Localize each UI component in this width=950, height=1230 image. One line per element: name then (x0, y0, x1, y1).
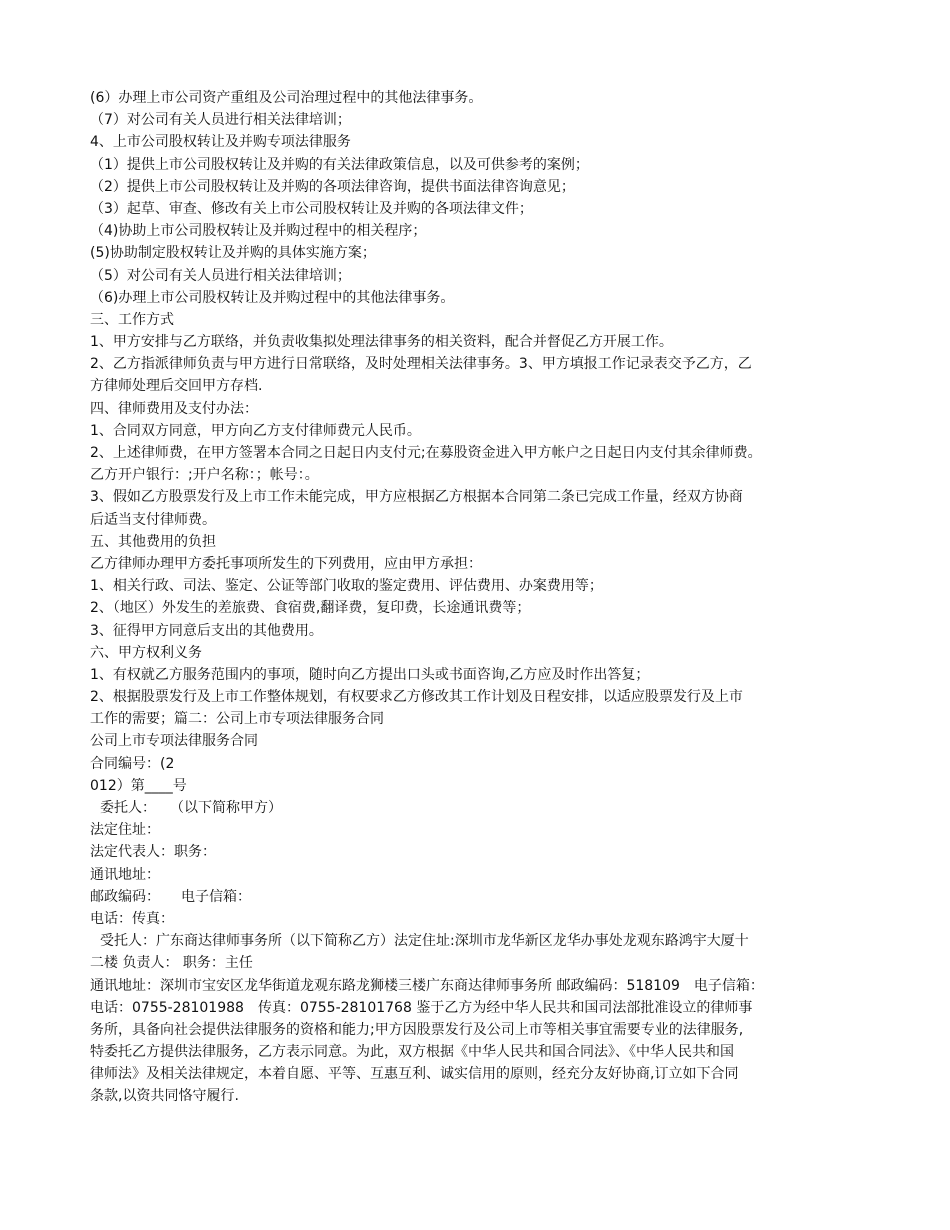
contract-number: 合同编号：(2 (90, 755, 175, 772)
text-line: 特委托乙方提供法律服务，乙方表示同意。为此，双方根据《中华人民共和国合同法》、《中华人民共和国 (90, 1044, 734, 1061)
text-line: (6）办理上市公司资产重组及公司治理过程中的其他法律事务。 (90, 90, 483, 106)
section-heading: 六、甲方权利义务 (90, 644, 202, 661)
text-line: 2、上述律师费，在甲方签署本合同之日起日内支付元;在募股资金进入甲方帐户之日起日内支付其余律师费。 (90, 445, 762, 461)
client-line: 委托人： （以下简称甲方） (100, 800, 282, 816)
text-line: 1、相关行政、司法、鉴定、公证等部门收取的鉴定费用、评估费用、办案费用等； (90, 578, 603, 595)
text-line: 4、上市公司股权转让及并购专项法律服务 (90, 134, 351, 151)
text-line: 3、假如乙方股票发行及上市工作未能完成，甲方应根据乙方根据本合同第二条已完成工作量，经双方协商 (90, 489, 743, 506)
text-line: 条款,以资共同恪守履行. (90, 1088, 239, 1105)
trustee-line: 受托人：广东商达律师事务所（以下简称乙方）法定住址:深圳市龙华新区龙华办事处龙观东路鸿宇大厦十 (100, 933, 749, 950)
text-line: 方律师处理后交回甲方存档. (90, 378, 263, 395)
text-line: 通讯地址：深圳市宝安区龙华街道龙观东路龙狮楼三楼广东商达律师事务所 邮政编码：518109 电子信箱： (90, 977, 764, 994)
text-line: 二楼 负责人： 职务：主任 (90, 955, 253, 972)
text-line: 2、乙方指派律师负责与甲方进行日常联络，及时处理相关法律事务。3、甲方填报工作记录表交予乙方，乙 (90, 356, 752, 373)
text-line: 工作的需要；篇二：公司上市专项法律服务合同 (90, 711, 384, 728)
text-line: （5）对公司有关人员进行相关法律培训； (90, 267, 351, 284)
text-line: （7）对公司有关人员进行相关法律培训； (90, 112, 351, 129)
text-line: (5)协助制定股权转让及并购的具体实施方案； (90, 245, 376, 262)
text-line: 务所，具备向社会提供法律服务的资格和能力;甲方因股票发行及公司上市等相关事宜需要专业的法律服务, (90, 1021, 744, 1038)
text-line: 后适当支付律师费。 (90, 511, 216, 528)
text-line: 2、（地区）外发生的差旅费、食宿费,翻译费，复印费，长途通讯费等； (90, 600, 531, 617)
text-line: （3）起草、审查、修改有关上市公司股权转让及并购的各项法律文件； (90, 200, 533, 217)
text-line: 法定住址： (90, 822, 160, 839)
text-line: 法定代表人：职务： (90, 844, 216, 861)
section-heading: 三、工作方式 (90, 311, 174, 328)
text-line: 邮政编码： 电子信箱： (90, 888, 251, 905)
text-line: 1、合同双方同意，甲方向乙方支付律师费元人民币。 (90, 422, 421, 439)
text-line: 1、有权就乙方服务范围内的事项，随时向乙方提出口头或书面咨询,乙方应及时作出答复； (90, 666, 650, 683)
contract-number: 012）第____号 (90, 777, 187, 794)
text-line: （6)办理上市公司股权转让及并购过程中的其他法律事务。 (90, 289, 455, 306)
text-line: （1）提供上市公司股权转让及并购的有关法律政策信息，以及可供参考的案例； (90, 156, 589, 173)
document-body (90, 87, 865, 1108)
text-line: 电话：传真： (90, 910, 174, 927)
section-heading: 五、其他费用的负担 (90, 533, 216, 550)
text-line: 乙方开户银行：;开户名称：；帐号：。 (90, 467, 319, 484)
text-line: 乙方律师办理甲方委托事项所发生的下列费用，应由甲方承担： (90, 555, 482, 572)
text-line: 1、甲方安排与乙方联络，并负责收集拟处理法律事务的相关资料，配合并督促乙方开展工作。 (90, 334, 673, 351)
contract-title: 公司上市专项法律服务合同 (90, 733, 258, 750)
text-line: 3、征得甲方同意后支出的其他费用。 (90, 622, 323, 639)
section-heading: 四、律师费用及支付办法： (90, 400, 258, 417)
text-line: 2、根据股票发行及上市工作整体规划，有权要求乙方修改其工作计划及日程安排，以适应股票发行及上市 (90, 689, 743, 706)
text-line: 通讯地址： (90, 866, 160, 883)
text-line: （4)协助上市公司股权转让及并购过程中的相关程序； (90, 223, 427, 240)
text-line: 律师法》及相关法律规定，本着自愿、平等、互惠互利、诚实信用的原则，经充分友好协商,订立如下合同 (90, 1066, 739, 1083)
text-line: （2）提供上市公司股权转让及并购的各项法律咨询，提供书面法律咨询意见； (90, 178, 575, 195)
text-line: 电话：0755-28101988 传真：0755-28101768 鉴于乙方为经中华人民共和国司法部批准设立的律师事 (90, 999, 753, 1016)
